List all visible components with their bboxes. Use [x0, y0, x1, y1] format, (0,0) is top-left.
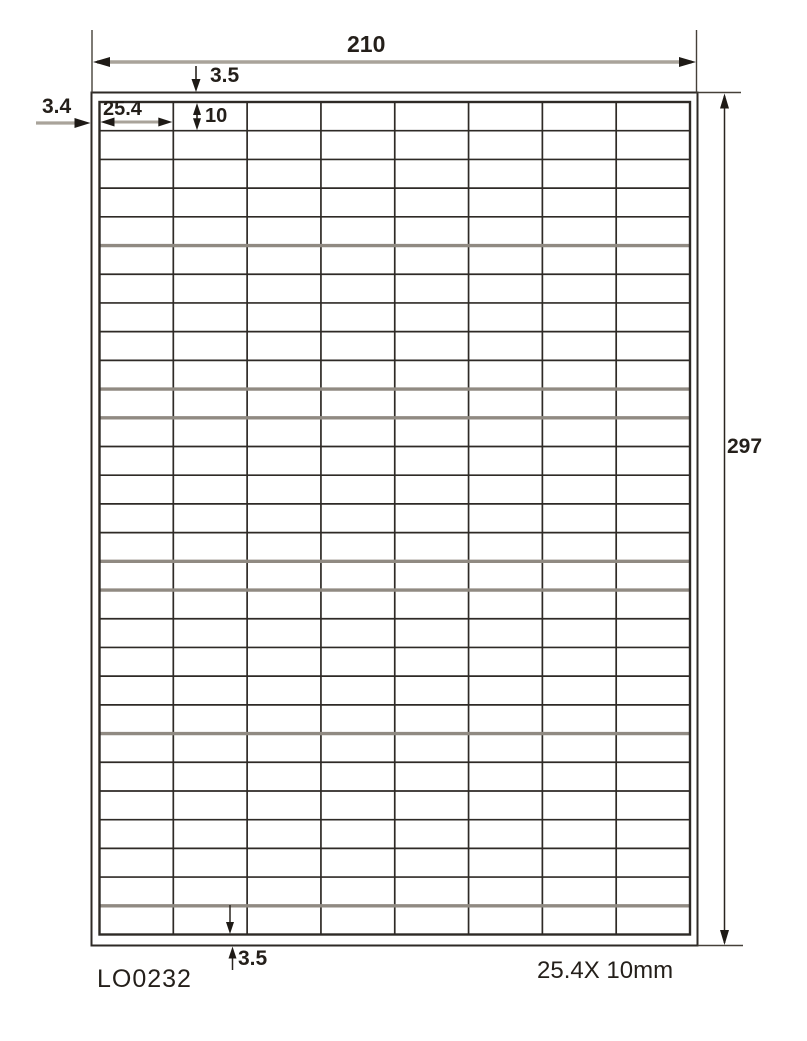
- arrow-down-icon: [192, 79, 201, 92]
- arrow-left-icon: [93, 57, 110, 67]
- dim-margin-bottom-label: 3.5: [238, 947, 268, 970]
- arrow-up-icon: [229, 947, 237, 959]
- label-size-label: 25.4X 10mm: [537, 957, 674, 984]
- dim-margin-left-label: 3.4: [42, 95, 72, 118]
- arrow-up-icon: [720, 94, 729, 109]
- dim-margin-top-label: 3.5: [210, 64, 240, 87]
- arrow-right-icon: [679, 57, 696, 67]
- dim-sheet-height-label: 297: [727, 435, 763, 458]
- dim-label-width-label: 25.4: [103, 98, 142, 120]
- arrow-down-icon: [720, 930, 729, 945]
- arrow-right-icon: [75, 118, 91, 128]
- dim-sheet-width-label: 210: [347, 31, 386, 57]
- dim-label-height-label: 10: [205, 105, 228, 127]
- product-code-label: LO0232: [97, 965, 192, 993]
